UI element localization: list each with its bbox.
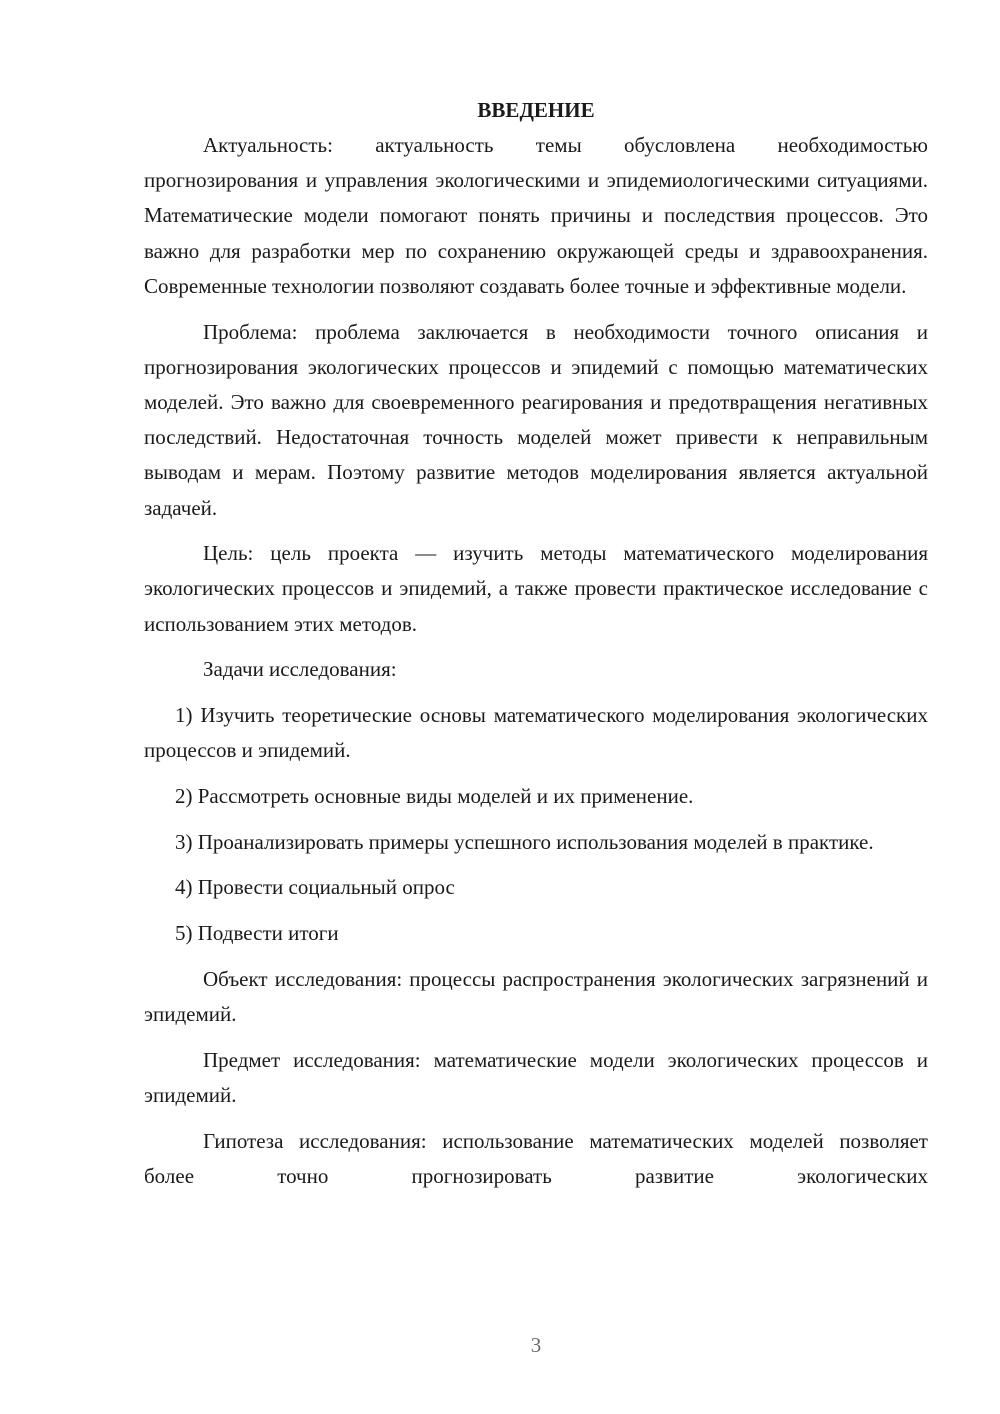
- task-item-1: 1) Изучить теоретические основы математического моделирования экологических процессов и эпидемий.: [144, 703, 928, 763]
- task-item-4: 4) Провести социальный опрос: [175, 875, 455, 900]
- paragraph-problem: Проблема: проблема заключается в необходимости точного описания и прогнозирования экологических процессов и эпидемий с помощью математических моделей. Это важно для своевременного реагирования и предотвращения негативных последствий. Недостаточная точность моделей может привести к неправильным выводам и мерам. Поэтому развитие методов моделирования является актуальной задачей.: [144, 319, 928, 520]
- document-page: [144, 92, 928, 1194]
- task-item-2: 2) Рассмотреть основные виды моделей и их применение.: [175, 783, 694, 808]
- section-heading: ВВЕДЕНИЕ: [477, 98, 595, 122]
- paragraph-goal: Цель: цель проекта — изучить методы математического моделирования экологических процессов и эпидемий, а также провести практическое исследование с использованием этих методов.: [144, 541, 928, 636]
- page-number: 3: [530, 1333, 542, 1357]
- tasks-title: Задачи исследования:: [203, 657, 397, 682]
- paragraph-object: Объект исследования: процессы распространения экологических загрязнений и эпидемий.: [144, 966, 928, 1026]
- paragraph-hypothesis: Гипотеза исследования: использование математических моделей позволяет более точно прогнозировать развитие экологических: [144, 1128, 928, 1188]
- task-item-5: 5) Подвести итоги: [175, 921, 339, 946]
- task-item-3: 3) Проанализировать примеры успешного использования моделей в практике.: [175, 829, 874, 854]
- paragraph-relevance: Актуальность: актуальность темы обусловлена необходимостью прогнозирования и управления экологическими и эпидемиологическими ситуациями. Математические модели помогают понять причины и последствия процессов. Это важно для разработки мер по сохранению окружающей среды и здравоохранения. Современные технологии позволяют создавать более точные и эффективные модели.: [144, 133, 928, 298]
- paragraph-subject: Предмет исследования: математические модели экологических процессов и эпидемий.: [144, 1047, 928, 1107]
